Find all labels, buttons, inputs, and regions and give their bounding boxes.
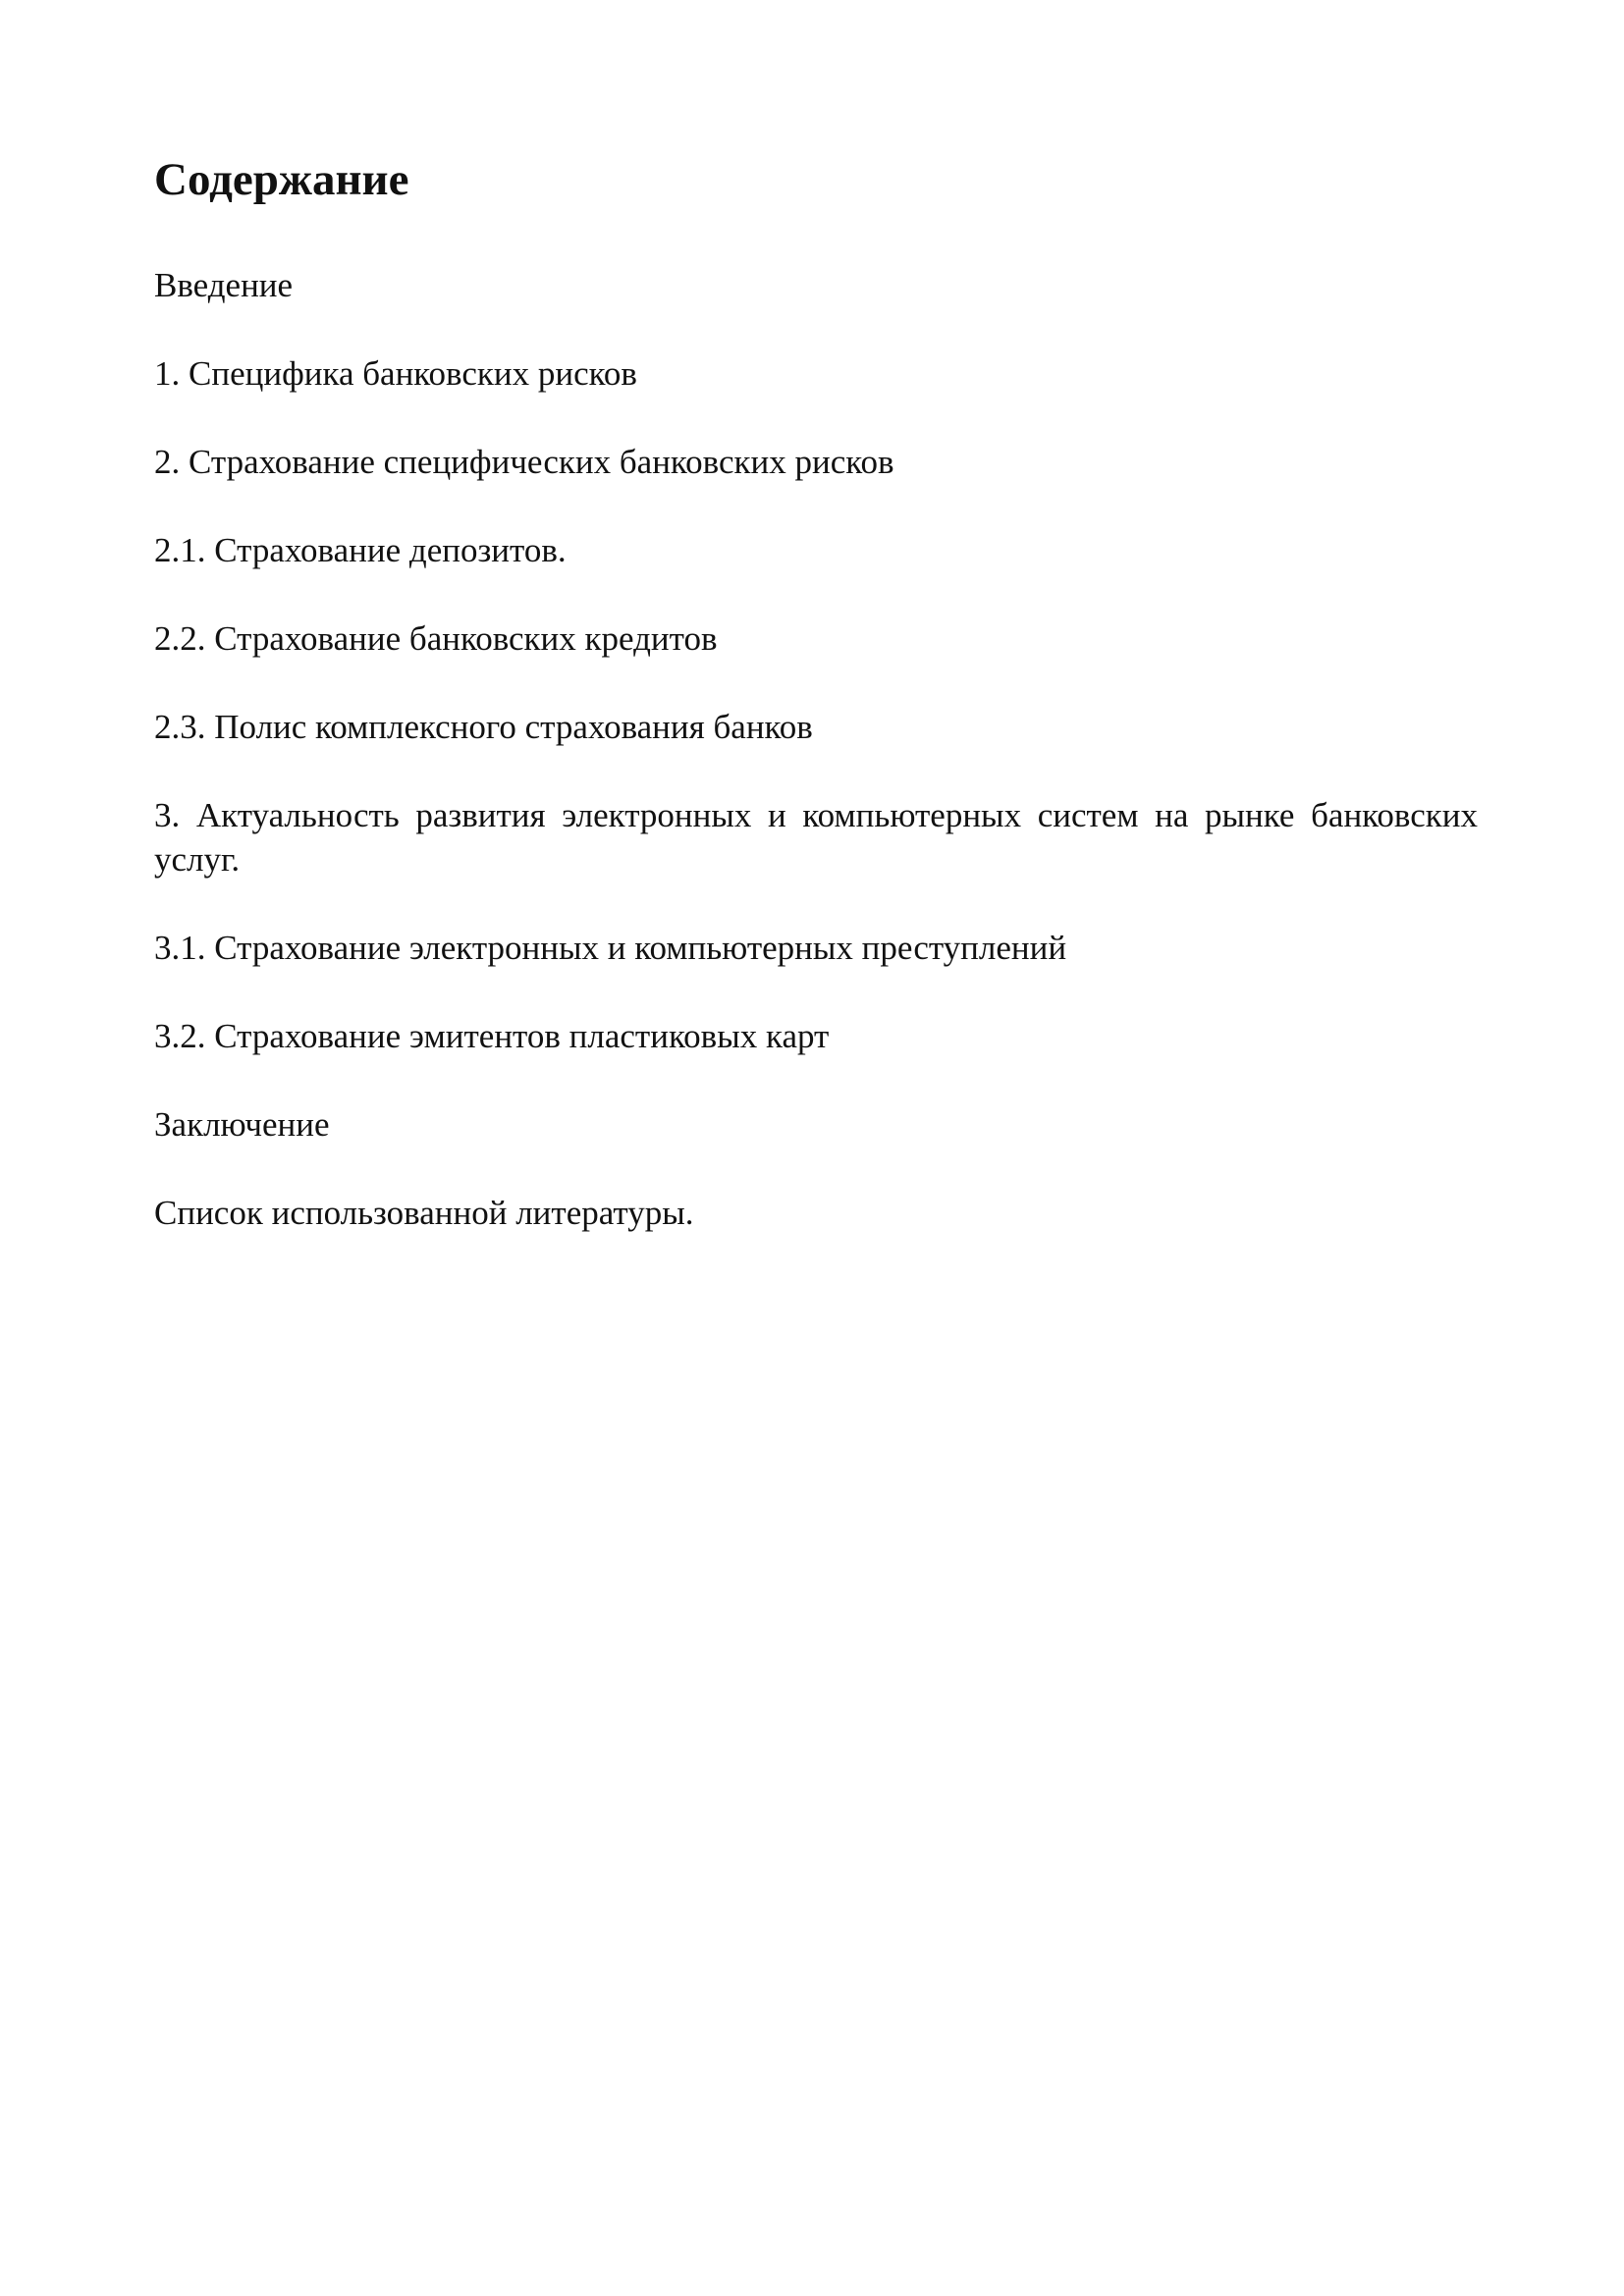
- toc-entry-2-3: 2.3. Полис комплексного страхования банков: [154, 708, 813, 746]
- toc-entry-2: 2. Страхование специфических банковских рисков: [154, 443, 894, 481]
- toc-entry-3: 3. Актуальность развития электронных и компьютерных систем на рынке банковских услуг.: [154, 796, 1478, 879]
- toc-entry-introduction: Введение: [154, 266, 294, 304]
- toc-entry-3-1: 3.1. Страхование электронных и компьютерных преступлений: [154, 929, 1067, 967]
- toc-entry-conclusion: Заключение: [154, 1105, 330, 1144]
- toc-entry-bibliography: Список использованной литературы.: [154, 1194, 694, 1232]
- page-title: Содержание: [154, 154, 409, 205]
- toc-entry-3-2: 3.2. Страхование эмитентов пластиковых карт: [154, 1017, 830, 1055]
- table-of-contents: [154, 263, 1478, 1279]
- toc-entry-2-1: 2.1. Страхование депозитов.: [154, 531, 567, 569]
- toc-entry-1: 1. Специфика банковских рисков: [154, 354, 637, 393]
- toc-entry-2-2: 2.2. Страхование банковских кредитов: [154, 619, 718, 658]
